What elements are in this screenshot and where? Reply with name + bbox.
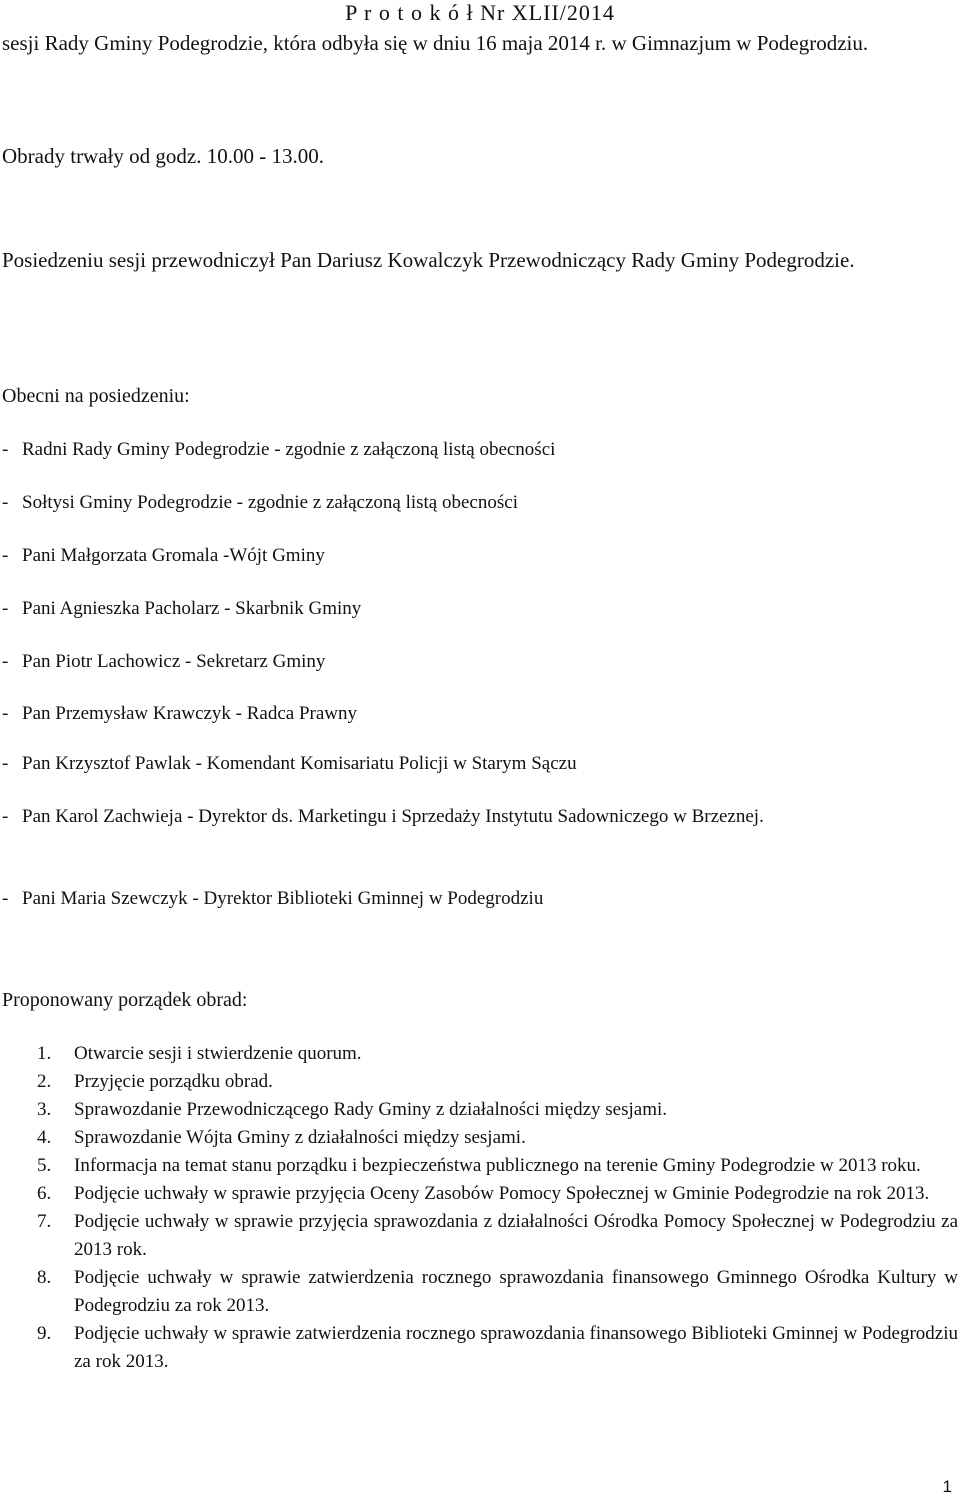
document-title: P r o t o k ó ł Nr XLII/2014 [345,0,615,25]
attendance-item: - Pan Piotr Lachowicz - Sekretarz Gminy [2,651,326,672]
session-info: sesji Rady Gminy Podegrodzie, która odbyła się w dniu 16 maja 2014 r. w Gimnazjum w Podegrodziu. [2,31,869,55]
agenda-list [0,1040,958,1376]
attendance-item: - Sołtysi Gminy Podegrodzie - zgodnie z załączoną listą obecności [2,492,518,513]
agenda-item: 9. Podjęcie uchwały w sprawie zatwierdzenia rocznego sprawozdania finansowego Biblioteki Gminnej w Podegrodziu za rok 2013. [37,1323,958,1372]
agenda-item: 6. Podjęcie uchwały w sprawie przyjęcia Oceny Zasobów Pomocy Społecznej w Gminie Podegrodzie na rok 2013. [37,1183,930,1204]
page-number: 1 [942,1477,952,1496]
agenda-item: 2. Przyjęcie porządku obrad. [37,1071,273,1092]
agenda-heading: Proponowany porządek obrad: [2,989,248,1011]
attendance-item: - Pan Krzysztof Pawlak - Komendant Komisariatu Policji w Starym Sączu [2,753,577,774]
agenda-item: 7. Podjęcie uchwały w sprawie przyjęcia sprawozdania z działalności Ośrodka Pomocy Społecznej w Podegrodziu za 2013 rok. [37,1211,958,1260]
session-duration: Obrady trwały od godz. 10.00 - 13.00. [2,144,324,168]
agenda-item: 3. Sprawozdanie Przewodniczącego Rady Gminy z działalności między sesjami. [37,1099,668,1120]
attendance-item: - Radni Rady Gminy Podegrodzie - zgodnie z załączoną listą obecności [2,439,556,460]
session-chair: Posiedzeniu sesji przewodniczył Pan Dariusz Kowalczyk Przewodniczący Rady Gminy Podegrodzie. [2,248,855,272]
agenda-item: 8. Podjęcie uchwały w sprawie zatwierdzenia rocznego sprawozdania finansowego Gminnego Ośrodka Kultury w Podegrodziu za rok 2013. [37,1267,958,1316]
attendance-item: - Pani Małgorzata Gromala -Wójt Gminy [2,545,325,566]
agenda-item: 1. Otwarcie sesji i stwierdzenie quorum. [37,1043,362,1064]
attendance-item: - Pani Maria Szewczyk - Dyrektor Biblioteki Gminnej w Podegrodziu [2,888,544,909]
agenda-item: 4. Sprawozdanie Wójta Gminy z działalności między sesjami. [37,1127,526,1148]
attendance-item: - Pan Karol Zachwieja - Dyrektor ds. Marketingu i Sprzedaży Instytutu Sadowniczego w Brzeznej. [2,806,764,827]
attendance-heading: Obecni na posiedzeniu: [2,385,190,407]
attendance-item: - Pani Agnieszka Pacholarz - Skarbnik Gminy [2,598,362,619]
attendance-item: - Pan Przemysław Krawczyk - Radca Prawny [2,703,358,724]
agenda-item: 5. Informacja na temat stanu porządku i bezpieczeństwa publicznego na terenie Gminy Podegrodzie w 2013 roku. [37,1155,921,1176]
